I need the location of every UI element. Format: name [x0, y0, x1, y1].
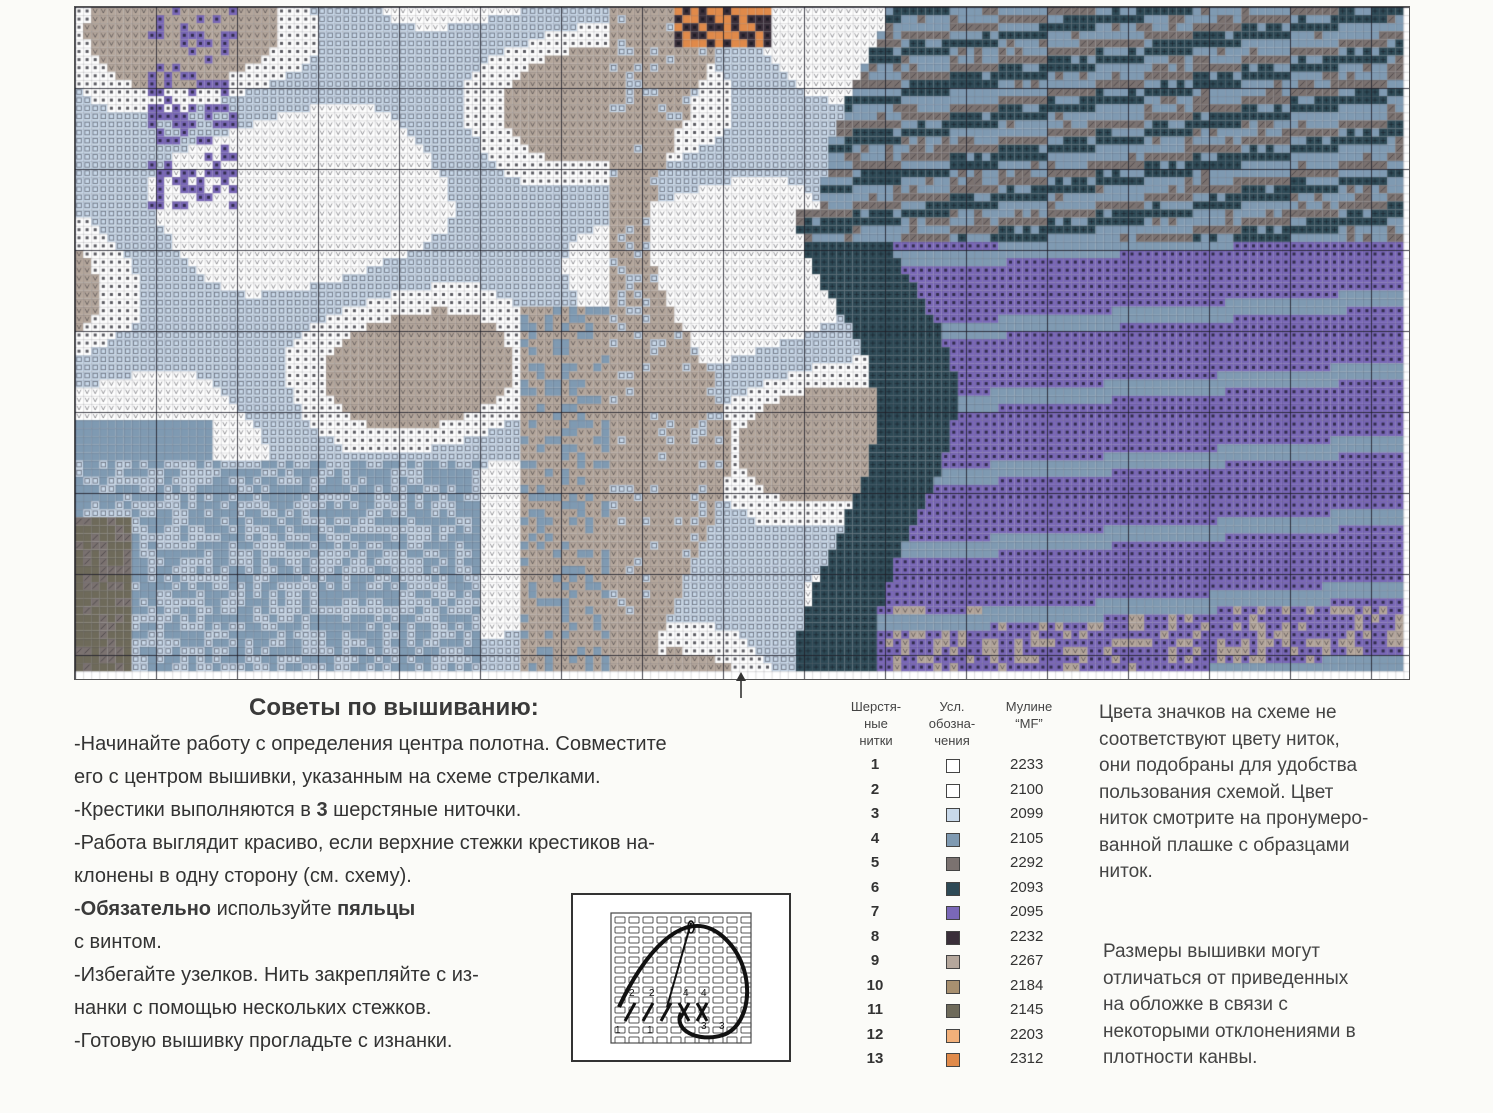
size-note	[1103, 939, 1423, 1072]
legend-row	[838, 977, 1068, 1001]
tip-line	[74, 860, 794, 893]
legend-floss-code: 2184	[1010, 976, 1044, 994]
legend-number: 12	[866, 1025, 884, 1043]
legend-symbol-icon	[946, 808, 960, 822]
note-line: плотности канвы.	[1103, 1047, 1258, 1068]
tip-emphasis: 3	[316, 799, 328, 821]
note-line: на обложке в связи с	[1103, 994, 1288, 1015]
tip-text: -Работа выглядит красиво, если верхние стежки крестиков на-	[74, 832, 655, 854]
tip-text: -Начинайте работу с определения центра полотна. Совместите	[74, 733, 667, 755]
legend-row	[838, 1026, 1068, 1050]
legend-number: 2	[870, 780, 880, 798]
legend-symbol-icon	[946, 882, 960, 896]
tip-text: клонены в одну сторону (см. схему).	[74, 865, 412, 887]
note-line: Размеры вышивки могут	[1103, 941, 1320, 962]
legend-floss-code: 2233	[1010, 756, 1044, 773]
note-line: они подобраны для удобства	[1099, 755, 1358, 776]
legend-symbol-icon	[946, 1004, 960, 1018]
tip-text: используйте	[211, 898, 338, 920]
legend-floss-code: 2099	[1010, 805, 1044, 822]
needle-thread-illustration	[573, 895, 789, 1060]
stitch-label: 3	[719, 1021, 725, 1032]
legend-header-symbol: Усл. обозна- чения	[928, 699, 976, 748]
symbol-color-note	[1099, 700, 1429, 886]
note-line: отличаться от приведенных	[1103, 967, 1349, 989]
legend-number: 5	[870, 854, 880, 871]
legend-row	[838, 879, 1068, 903]
legend-floss-code: 2267	[1010, 952, 1044, 969]
note-line: соответствуют цвету ниток,	[1099, 728, 1340, 750]
legend-row	[838, 928, 1068, 952]
tip-line	[74, 827, 794, 860]
legend-row	[838, 756, 1068, 780]
legend-floss-code: 2312	[1010, 1050, 1044, 1067]
legend-number: 8	[870, 927, 880, 945]
note-line: ниток.	[1099, 861, 1153, 882]
stitch-label: 3	[701, 1021, 707, 1032]
note-line: некоторыми отклонениями в	[1103, 1020, 1356, 1042]
tip-emphasis: пяльцы	[337, 898, 416, 920]
tip-text: нанки с помощью нескольких стежков.	[74, 997, 432, 1019]
legend-row	[838, 903, 1068, 927]
legend-number: 10	[866, 976, 884, 994]
legend-symbol-icon	[946, 931, 960, 945]
legend-symbol-icon	[946, 906, 960, 920]
note-line: ниток смотрите на пронумеро-	[1099, 808, 1369, 829]
tip-text: -	[74, 898, 81, 920]
legend-row	[838, 1050, 1068, 1074]
legend-row	[838, 830, 1068, 854]
tip-line	[74, 728, 794, 761]
tip-text: -Готовую вышивку прогладьте с изнанки.	[74, 1030, 453, 1052]
legend-number: 9	[870, 952, 880, 969]
legend-symbol-icon	[946, 833, 960, 847]
legend-header-wool: Шерстя- ные нитки	[850, 699, 902, 748]
legend-floss-code: 2093	[1010, 878, 1044, 896]
legend-floss-code: 2292	[1010, 854, 1044, 871]
legend-number: 1	[870, 756, 880, 773]
legend-floss-code: 2100	[1010, 780, 1044, 798]
note-line: ванной плашке с образцами	[1099, 834, 1350, 856]
legend-number: 13	[866, 1050, 884, 1067]
legend-floss-code: 2145	[1010, 1001, 1044, 1018]
tip-text: -Избегайте узелков. Нить закрепляйте с из-	[74, 964, 479, 986]
tip-text: -Крестики выполняются в	[74, 799, 317, 821]
legend-floss-code: 2203	[1010, 1025, 1044, 1043]
stitch-label: 2	[649, 988, 655, 999]
tip-line	[74, 794, 794, 827]
legend-floss-code: 2232	[1010, 927, 1044, 945]
tips-title: Советы по вышиванию:	[249, 694, 539, 721]
stitch-direction-diagram	[571, 893, 791, 1062]
stitch-label: 4	[701, 988, 707, 999]
tip-text: шерстяные ниточки.	[327, 799, 522, 821]
stitch-label: 1	[615, 1025, 621, 1036]
note-line: Цвета значков на схеме не	[1099, 702, 1337, 723]
cross-stitch-pattern-grid	[74, 6, 1410, 680]
legend-symbol-icon	[946, 759, 960, 773]
legend-symbol-icon	[946, 784, 960, 798]
legend-number: 3	[870, 805, 880, 822]
tip-text: его с центром вышивки, указанным на схеме стрелками.	[74, 766, 601, 788]
legend-row	[838, 1001, 1068, 1025]
legend-number: 7	[870, 903, 880, 920]
pattern-canvas	[75, 7, 1409, 679]
tip-emphasis: Обязательно	[80, 898, 212, 920]
legend-number: 4	[870, 829, 880, 847]
legend-row	[838, 854, 1068, 878]
tip-text: с винтом.	[74, 931, 162, 953]
legend-symbol-icon	[946, 857, 960, 871]
legend-floss-code: 2095	[1010, 903, 1044, 920]
note-line: пользования схемой. Цвет	[1099, 781, 1334, 803]
legend-row	[838, 952, 1068, 976]
stitch-label: 2	[629, 988, 635, 999]
legend-row	[838, 781, 1068, 805]
legend-row	[838, 805, 1068, 829]
legend-number: 6	[870, 878, 880, 896]
legend-number: 11	[867, 1001, 883, 1018]
stitch-label: 4	[683, 988, 689, 999]
legend-floss-code: 2105	[1010, 829, 1044, 847]
legend-header-floss: Мулине “MF”	[1005, 699, 1053, 731]
legend-symbol-icon	[946, 980, 960, 994]
legend-symbol-icon	[946, 1029, 960, 1043]
tip-line	[74, 761, 794, 794]
stitch-label: 1	[647, 1025, 653, 1036]
legend-symbol-icon	[946, 955, 960, 969]
legend-symbol-icon	[946, 1053, 960, 1067]
